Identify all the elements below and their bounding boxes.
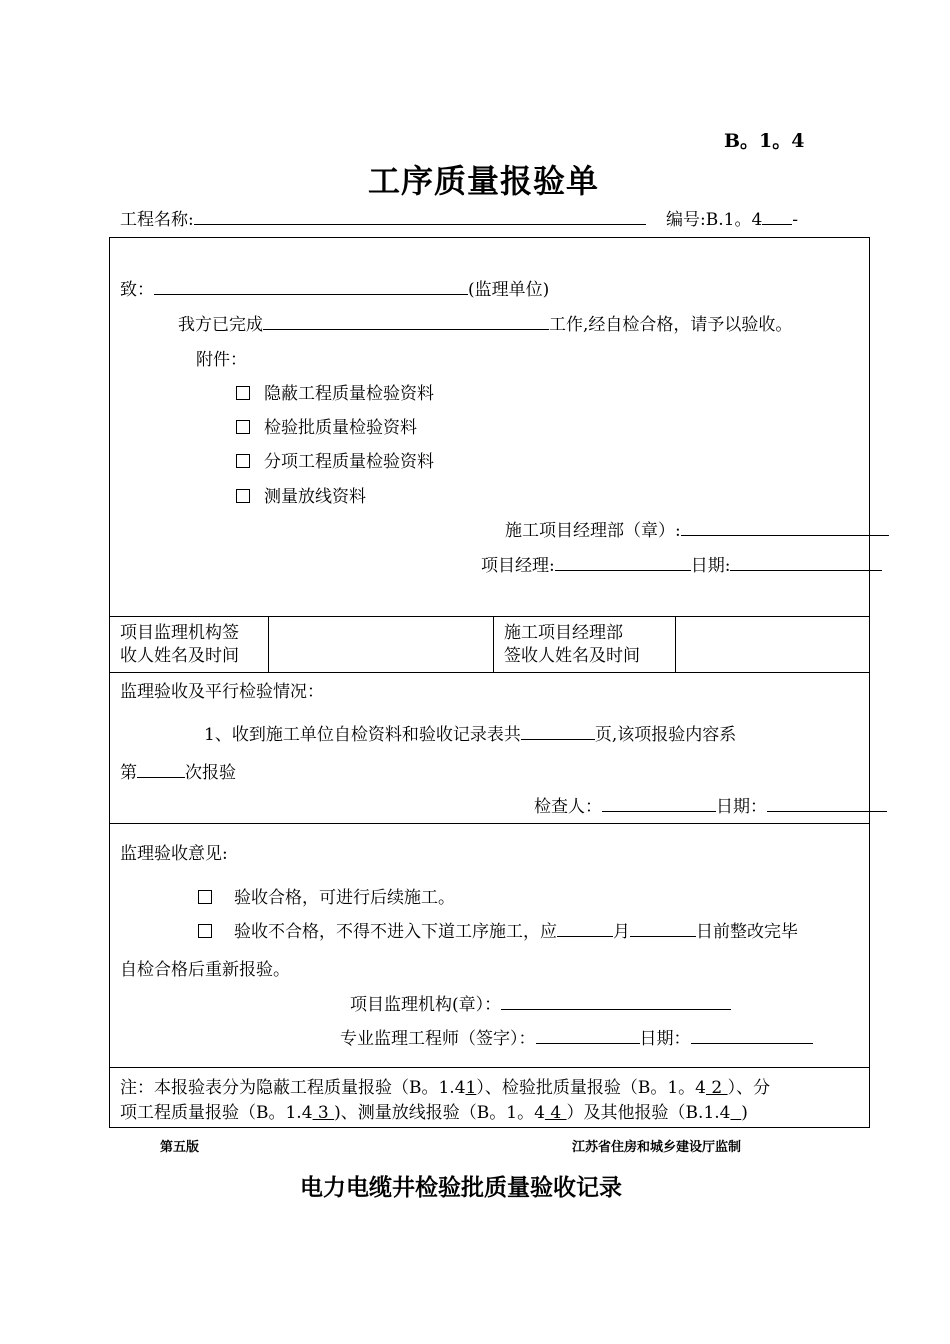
divider <box>109 823 870 824</box>
date-field[interactable] <box>730 553 882 571</box>
contractor-dept-label: 施工项目经理部（章）: <box>505 521 681 541</box>
label-line: 收人姓名及时间 <box>120 646 239 666</box>
note-line2 <box>120 1101 770 1126</box>
form-code: B。1。4 <box>724 130 805 152</box>
option-label: 验收不合格，不得不进入下道工序施工，应 <box>234 922 557 942</box>
attachment-item[interactable] <box>236 413 417 438</box>
to-label: 致： <box>120 280 154 300</box>
text: ）、分 <box>727 1078 771 1098</box>
engineer-label: 专业监理工程师（签字）： <box>340 1029 536 1049</box>
divider <box>493 616 494 672</box>
divider <box>109 672 870 673</box>
label-line: 项目监理机构签 <box>120 623 239 643</box>
org-field[interactable] <box>501 992 731 1010</box>
checkbox[interactable] <box>236 454 250 468</box>
supervisor-receiver-label <box>120 622 239 668</box>
attachment-label: 检验批质量检验资料 <box>264 418 417 438</box>
org-label: 项目监理机构(章）： <box>350 995 502 1015</box>
engineer-field[interactable] <box>536 1026 640 1044</box>
code-3: 3 <box>312 1103 335 1123</box>
supervisor-unit-field[interactable] <box>154 277 468 295</box>
text: 1、收到施工单位自检资料和验收记录表共 <box>204 725 521 745</box>
pm-row <box>481 551 882 576</box>
option-fail-line2: 自检合格后重新报验。 <box>120 960 290 980</box>
text: 第 <box>120 763 137 783</box>
note <box>120 1076 770 1126</box>
work-field[interactable] <box>263 312 549 330</box>
option-fail[interactable] <box>198 917 798 942</box>
serial-row <box>666 205 798 230</box>
text: 注：本报验表分为隐蔽工程质量报验（B。1.4 <box>120 1078 466 1098</box>
inspection-line1 <box>204 720 736 745</box>
completed-prefix: 我方已完成 <box>178 315 263 335</box>
divider <box>109 616 870 617</box>
attachments-label: 附件： <box>196 350 247 370</box>
pages-field[interactable] <box>521 722 595 740</box>
date-label: 日期： <box>716 797 767 817</box>
org-row <box>350 990 731 1015</box>
inspector-field[interactable] <box>602 794 716 812</box>
contractor-dept-row <box>505 516 889 541</box>
supervisor-unit-label: (监理单位) <box>468 280 550 300</box>
code-2: 2 <box>705 1078 728 1098</box>
pm-field[interactable] <box>555 553 691 571</box>
option-label: 验收合格，可进行后续施工。 <box>234 888 455 908</box>
month-field[interactable] <box>557 919 613 937</box>
label-line: 施工项目经理部 <box>504 623 623 643</box>
code-5 <box>730 1103 741 1123</box>
text: ）、检验批质量报验（B。1。4 <box>476 1078 706 1098</box>
attachment-item[interactable] <box>236 379 434 404</box>
attachment-label: 测量放线资料 <box>264 487 366 507</box>
contractor-receiver-label <box>504 622 640 668</box>
times-field[interactable] <box>137 760 185 778</box>
footer-authority: 江苏省住房和城乡建设厅监制 <box>572 1140 742 1155</box>
text: ）及其他报验（B.1.4 <box>566 1103 731 1123</box>
code-1: 1 <box>465 1078 477 1098</box>
date-label: 日期： <box>639 1029 691 1049</box>
label-line: 签收人姓名及时间 <box>504 646 640 666</box>
project-name-row <box>120 205 646 230</box>
text: 页,该项报验内容系 <box>594 725 737 745</box>
form-title: 工序质量报验单 <box>368 162 600 200</box>
inspection-date-field[interactable] <box>767 794 887 812</box>
divider <box>109 1067 870 1068</box>
inspector-label: 检查人： <box>534 797 602 817</box>
attachment-item[interactable] <box>236 482 366 507</box>
text: 日前整改完毕 <box>696 922 798 942</box>
option-pass[interactable] <box>198 883 455 908</box>
checkbox[interactable] <box>236 489 250 503</box>
checkbox[interactable] <box>198 890 212 904</box>
note-line1 <box>120 1076 770 1101</box>
inspection-heading: 监理验收及平行检验情况： <box>120 682 324 702</box>
divider <box>675 616 676 672</box>
attachment-label: 隐蔽工程质量检验资料 <box>264 384 434 404</box>
opinion-date-field[interactable] <box>691 1026 813 1044</box>
text: 项工程质量报验（B。1.4 <box>120 1103 313 1123</box>
text: 月 <box>613 922 630 942</box>
serial-dash: - <box>792 210 799 230</box>
to-row <box>120 275 549 300</box>
footer-edition: 第五版 <box>160 1140 200 1155</box>
inspection-line2 <box>120 758 236 783</box>
completed-row <box>178 310 792 335</box>
attachment-label: 分项工程质量检验资料 <box>264 452 434 472</box>
next-title: 电力电缆井检验批质量验收记录 <box>300 1175 622 1201</box>
checkbox[interactable] <box>198 924 212 938</box>
project-name-field[interactable] <box>194 207 646 225</box>
checkbox[interactable] <box>236 386 250 400</box>
day-field[interactable] <box>630 919 696 937</box>
date-label: 日期: <box>690 556 731 576</box>
attachment-item[interactable] <box>236 447 434 472</box>
engineer-row <box>340 1024 813 1049</box>
project-name-label: 工程名称: <box>120 210 194 230</box>
inspector-row <box>534 792 887 817</box>
serial-label: 编号:B.1。4 <box>666 210 763 230</box>
checkbox[interactable] <box>236 420 250 434</box>
text: ) <box>741 1103 748 1123</box>
code-4: 4 <box>544 1103 567 1123</box>
completed-suffix: 工作,经自检合格，请予以验收。 <box>549 315 793 335</box>
text: )、测量放线报验（B。1。4 <box>334 1103 545 1123</box>
divider <box>268 616 269 672</box>
pm-label: 项目经理: <box>481 556 555 576</box>
contractor-dept-field[interactable] <box>681 518 889 536</box>
serial-field[interactable] <box>762 207 792 225</box>
text: 次报验 <box>185 763 236 783</box>
opinion-heading: 监理验收意见: <box>120 844 228 864</box>
